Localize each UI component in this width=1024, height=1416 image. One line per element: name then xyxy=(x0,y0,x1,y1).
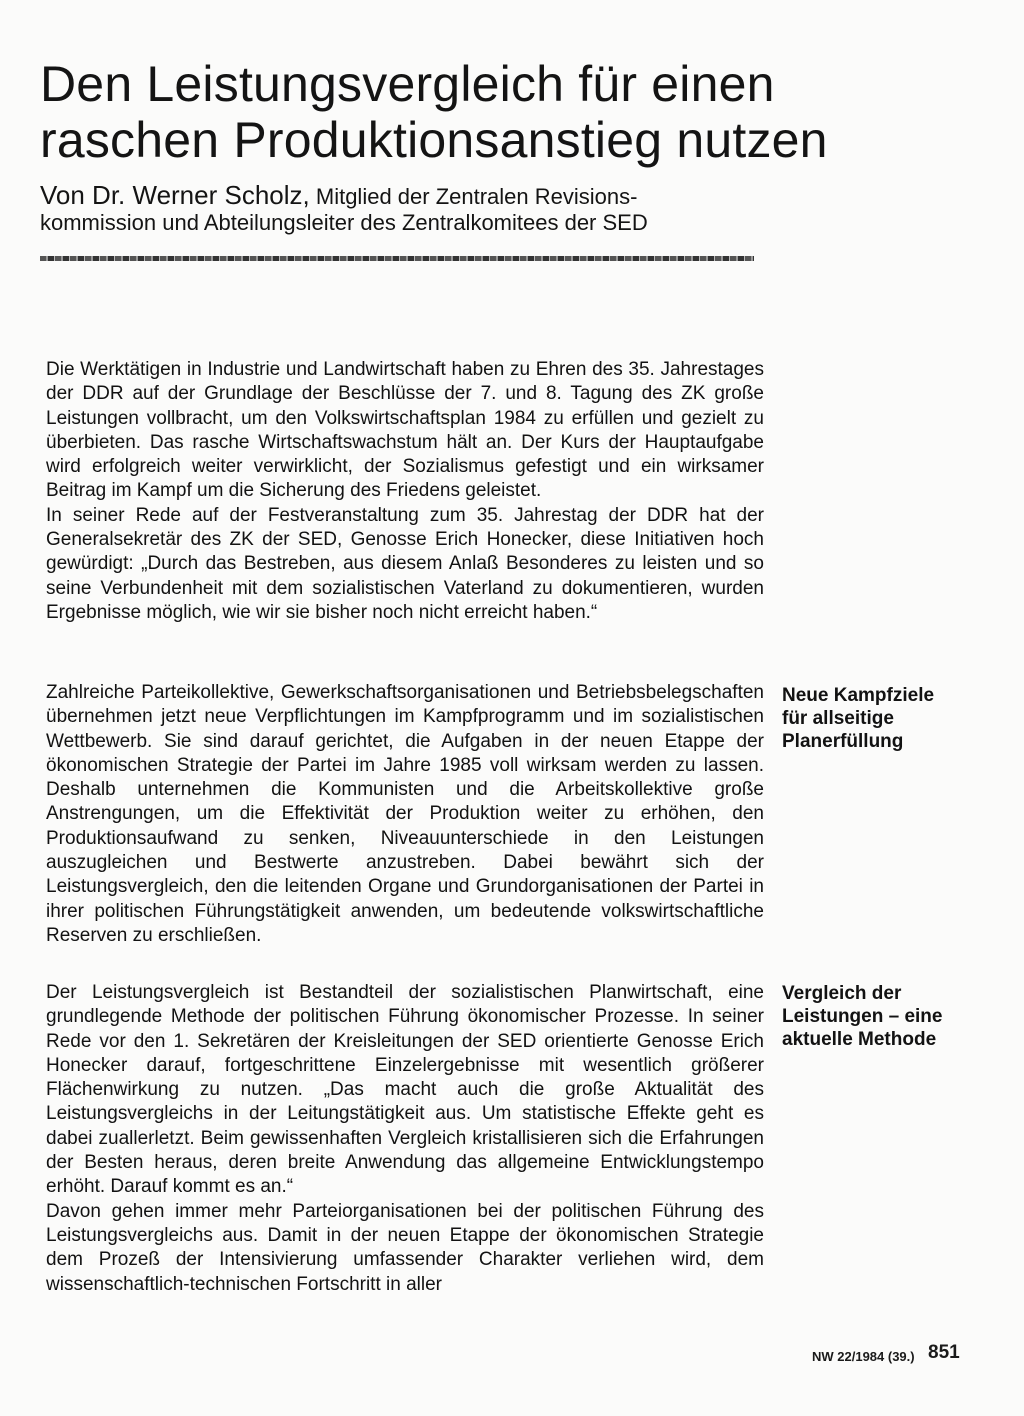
title-line-2: raschen Produktionsanstieg nutzen xyxy=(40,112,828,168)
section-intro xyxy=(46,358,764,625)
paragraph-vergleich-1: Der Leistungsvergleich ist Bestandteil der sozialistischen Planwirtschaft, eine grundlegende Methode der politischen Führung ökonomischer Prozesse. In seiner Rede vor den 1. Sekretären der Kreisleitungen der SED orientierte Genosse Erich Honecker darauf, fortgeschrittene Einzelergebnisse mit wesentlich größerer Flächenwirkung zu nutzen. „Das macht auch die große Aktualität des Leistungsvergleichs in der Leitungstätigkeit aus. Um statistische Effekte geht es dabei zuallerletzt. Beim gewissenhaften Vergleich kristallisieren sich die Erfahrungen der Besten heraus, deren breite Anwendung das allgemeine Entwicklungstempo erhöht. Darauf kommt es an.“ xyxy=(46,982,764,1198)
byline-role-line-1: Mitglied der Zentralen Revisions- xyxy=(315,184,638,209)
section-vergleich xyxy=(46,981,764,1297)
margin-heading-line: für allseitige xyxy=(782,708,894,729)
margin-heading-line: aktuelle Methode xyxy=(782,1029,937,1050)
page-number: 851 xyxy=(928,1342,960,1363)
margin-heading-line: Vergleich der xyxy=(782,983,902,1004)
article-title xyxy=(40,56,1000,168)
margin-heading-line: Planerfüllung xyxy=(782,731,904,752)
byline xyxy=(40,182,980,236)
section-kampfziele xyxy=(46,681,764,948)
issue-reference: NW 22/1984 (39.) xyxy=(812,1349,915,1364)
byline-role-line-2: kommission und Abteilungsleiter des Zentralkomitees der SED xyxy=(40,210,648,235)
paragraph-kampfziele-1: Zahlreiche Parteikollektive, Gewerkschaftsorganisationen und Betriebsbelegschaften übernehmen jetzt neue Verpflichtungen im Kampfprogramm und im sozialistischen Wettbewerb. Sie sind darauf gerichtet, die Aufgaben in der neuen Etappe der ökonomischen Strategie der Partei im Jahre 1985 voll wirksam werden zu lassen. Deshalb unternehmen die Kommunisten und die Arbeitskollektive große Anstrengungen, um die Effektivität der Produktion weiter zu erhöhen, den Produktionsaufwand zu senken, Niveauunterschiede in den Leistungen auszugleichen und Bestwerte anzustreben. Dabei bewährt sich der Leistungsvergleich, den die leitenden Organe und Grundorganisationen der Partei in ihrer politischen Führungstätigkeit anwenden, um bedeutende volkswirtschaftliche Reserven zu erschließen. xyxy=(46,682,764,946)
paragraph-intro-1: Die Werktätigen in Industrie und Landwirtschaft haben zu Ehren des 35. Jahrestages der DDR auf der Grundlage der Beschlüsse der 7. und 8. Tagung des ZK große Leistungen vollbracht, um den Volkswirtschaftsplan 1984 zu erfüllen und gezielt zu überbieten. Das rasche Wirtschaftswachstum hält an. Der Kurs der Hauptaufgabe wird erfolgreich weiter verwirklicht, der Sozialismus gefestigt und ein wirksamer Beitrag im Kampf um die Sicherung des Friedens geleistet. xyxy=(46,359,764,502)
margin-heading-vergleich xyxy=(782,982,982,1051)
title-line-1: Den Leistungsvergleich für einen xyxy=(40,56,775,112)
margin-heading-line: Leistungen – eine xyxy=(782,1006,943,1027)
paragraph-intro-2: In seiner Rede auf der Festveranstaltung zum 35. Jahrestag der DDR hat der Generalsekretär des ZK der SED, Genosse Erich Honecker, diese Initiativen hoch gewürdigt: „Durch das Bestreben, aus diesem Anlaß Besonderes zu leisten und so seine Verbundenheit mit dem sozialistischen Vaterland zu dokumentieren, wurden Ergebnisse möglich, wie wir sie bisher noch nicht erreicht haben.“ xyxy=(46,504,764,623)
byline-author: Von Dr. Werner Scholz, xyxy=(40,180,310,210)
paragraph-vergleich-2: Davon gehen immer mehr Parteiorganisationen bei der politischen Führung des Leistungsvergleichs aus. Damit in der neuen Etappe der ökonomischen Strategie dem Prozeß der Intensivierung umfassender Charakter verliehen wird, dem wissenschaftlich-technischen Fortschritt in aller xyxy=(46,1200,764,1295)
margin-heading-kampfziele xyxy=(782,684,982,753)
margin-heading-line: Neue Kampfziele xyxy=(782,685,935,706)
title-divider-rule xyxy=(40,256,754,261)
